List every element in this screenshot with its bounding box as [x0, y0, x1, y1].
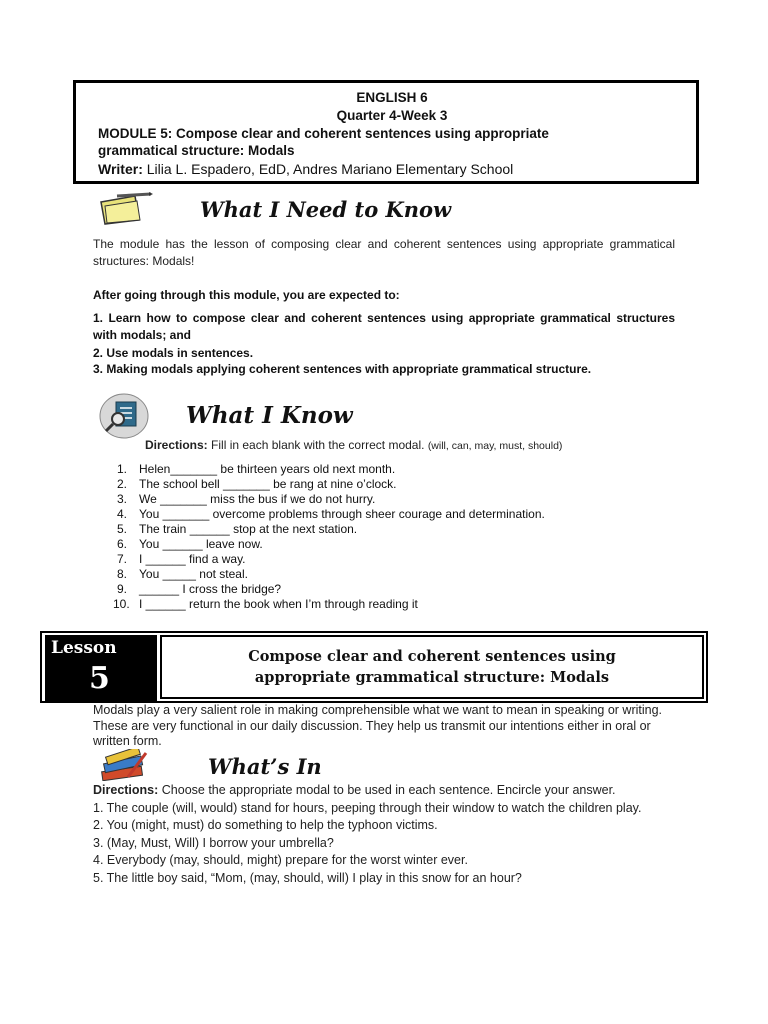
need-to-know-intro: The module has the lesson of composing clear and coherent sentences using appropriate grammatical structures: Modals! [93, 237, 675, 268]
expected-heading: After going through this module, you are expected to: [93, 288, 400, 302]
module-header-box [73, 80, 699, 184]
list-item: 6. You ______ leave now. [116, 537, 263, 551]
list-item: 4. Everybody (may, should, might) prepare for the worst winter ever. [93, 853, 468, 867]
what-i-know-title: What I Know [186, 402, 353, 429]
directions-label: Directions: [145, 438, 208, 452]
whats-in-directions [93, 782, 653, 800]
lesson-banner [40, 631, 708, 703]
writer-value: Lilia L. Espadero, EdD, Andres Mariano Elementary School [146, 161, 514, 177]
whats-in-title: What’s In [208, 754, 322, 779]
list-item: 1. The couple (will, would) stand for hours, peeping through their window to watch the children play. [93, 800, 642, 815]
writer-line [98, 159, 686, 179]
what-i-know-items [113, 462, 545, 612]
writer-label: Writer: [98, 161, 143, 177]
whats-in-content [93, 782, 653, 887]
list-item: 2. You (might, must) do something to help the typhoon victims. [93, 818, 438, 832]
objective-2: 2. Use modals in sentences. [93, 346, 254, 360]
module-line-1: MODULE 5: Compose clear and coherent sentences using appropriate [98, 126, 549, 141]
lesson-title-line-2: appropriate grammatical structure: Modals [254, 669, 610, 686]
books-icon [100, 749, 148, 781]
list-item: 3. We _______ miss the bus if we do not hurry. [116, 492, 376, 506]
list-item: 3. (May, Must, Will) I borrow your umbrella? [93, 835, 334, 850]
lesson-label: Lesson [51, 638, 117, 658]
list-item: 10. I ______ return the book when I’m through reading it [113, 597, 418, 611]
objective-3: 3. Making modals applying coherent sentences with appropriate grammatical structure. [93, 362, 592, 376]
directions-text: Fill in each blank with the correct modal. [211, 438, 425, 452]
list-item: 2. The school bell _______ be rang at nine o’clock. [116, 477, 397, 491]
quarter-heading: Quarter 4-Week 3 [336, 108, 448, 123]
list-item: 8. You _____ not steal. [116, 567, 248, 581]
what-i-need-to-know-title: What I Need to Know [200, 197, 452, 222]
directions-text: Choose the appropriate modal to be used in each sentence. Encircle your answer. [161, 783, 616, 797]
list-item: 7. I ______ find a way. [116, 552, 246, 566]
what-i-know-directions [145, 437, 562, 455]
lesson-intro: Modals play a very salient role in making comprehensible what we want to mean in speaking or writing. These are very functional in our daily discussion. They help us transmit our intentions either in oral or written form. [93, 703, 663, 748]
module-line-2: grammatical structure: Modals [98, 143, 295, 158]
list-item: 9. ______ I cross the bridge? [116, 582, 282, 596]
lesson-title-line-1: Compose clear and coherent sentences using [248, 648, 616, 665]
modal-choices: (will, can, may, must, should) [427, 440, 563, 452]
folder-pencil-icon [97, 192, 153, 226]
objective-1: 1. Learn how to compose clear and coherent sentences using appropriate grammatical structures with modals; and [93, 311, 675, 342]
list-item: 1. Helen_______ be thirteen years old next month. [116, 462, 396, 476]
lesson-number: 5 [89, 661, 110, 696]
document-magnifier-icon [99, 393, 149, 439]
lesson-number-block [45, 635, 157, 701]
directions-label: Directions: [93, 783, 159, 797]
list-item: 5. The train ______ stop at the next station. [116, 522, 358, 536]
subject-heading: ENGLISH 6 [356, 90, 428, 105]
lesson-title [160, 635, 704, 699]
list-item: 5. The little boy said, “Mom, (may, should, will) I play in this snow for an hour? [93, 870, 522, 885]
list-item: 4. You _______ overcome problems through sheer courage and determination. [116, 507, 545, 521]
